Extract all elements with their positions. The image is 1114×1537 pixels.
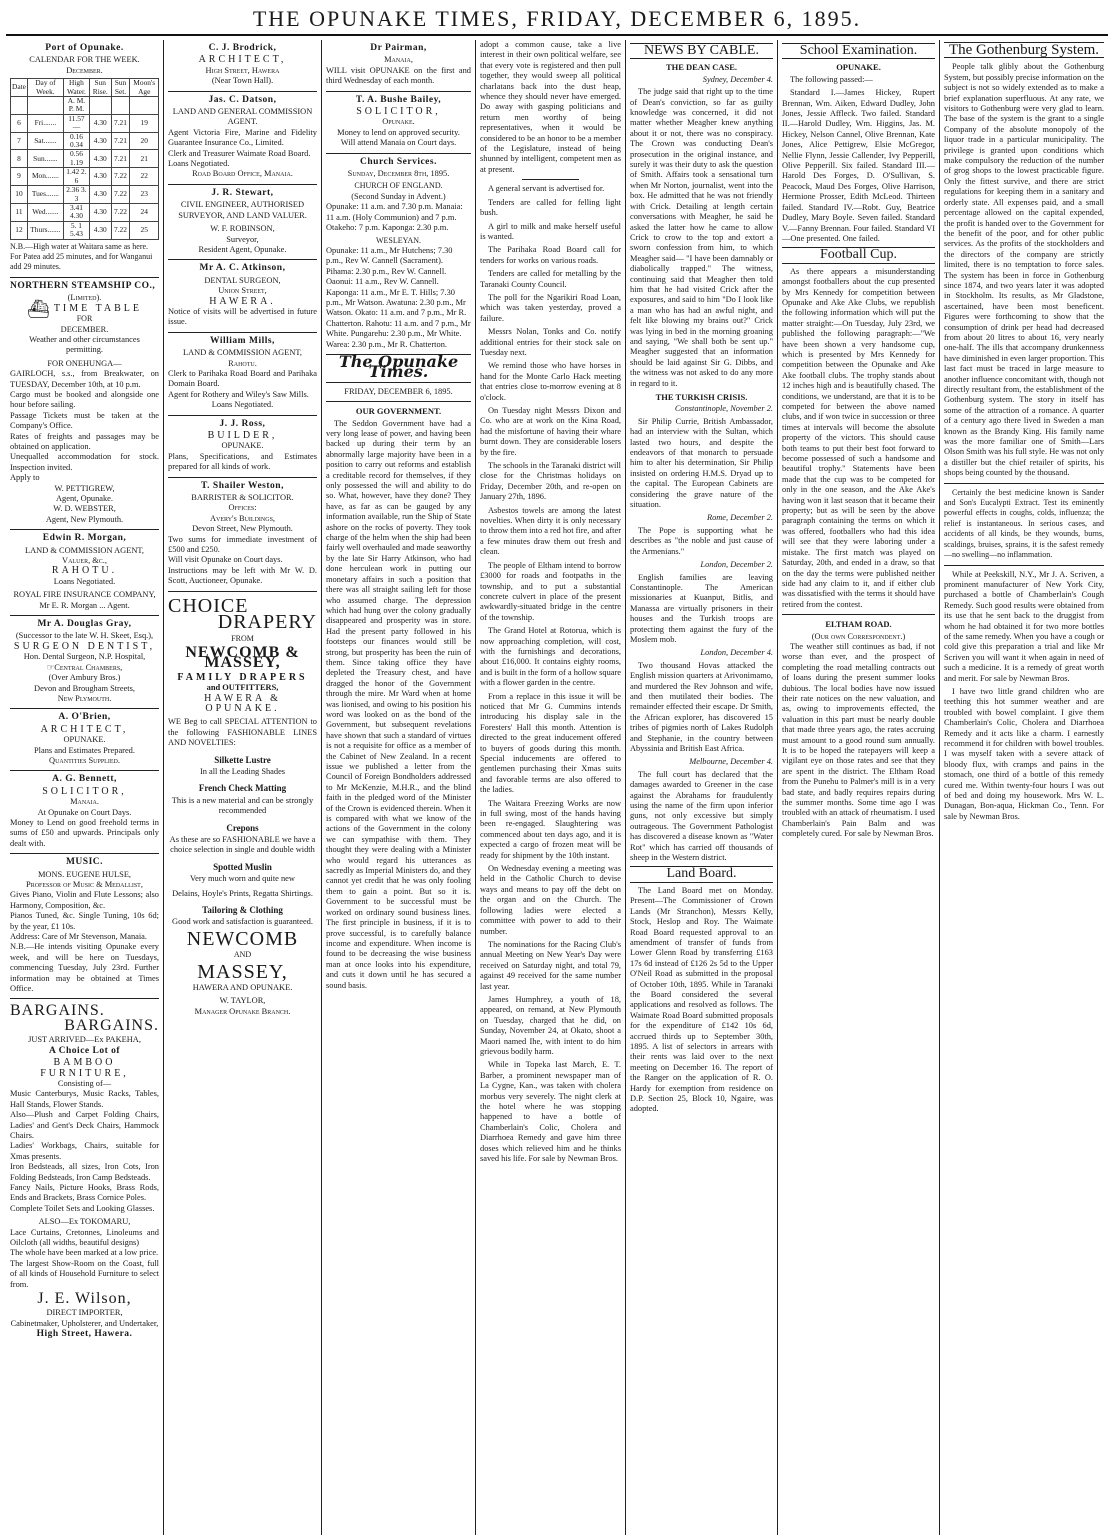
gov-title: OUR GOVERNMENT. (355, 406, 442, 417)
items-3: Ladies' Workbags, Chairs, suitable for Xmas presents. (10, 1141, 159, 1161)
gothenburg-text: People talk glibly about the Gothenburg System, but possibly precise information on the subject is not so widely extended as to make a brief explanation superfluous. At any rate, we visitors to Gothenburg were very glad to learn. The base of the system is the grant to a single Company of the absolute monopoly of the liquor trade in a particular municipality. The privilege is granted upon conditions which make compulsory the reduction of the number of grog shops to the lowest practicable figure. Only the fittest survive, and there are strict regulations for keeping them in a sanitary and orderly state. All expenses paid, and a small percentage allowed on the capital expended, the profit is handed over to the Government for the benefit of the poor, and for other public services. As the profits of the stockholders and the directors of the company are strictly limited, there is no temptation to force sales. The system has been in force in Gothenburg since 1874, and two years later it was adopted in Stockholm. Its results, as Mr Gladstone, ascertained, have been most beneficent. Figures were forthcoming to show that the consumption of drink per head had decreased from about 20 litres to about 16, very nearly one-half. The ills that accompany drunkenness have diminished in even larger proportion. This last fact must be traced in large measure to another influence concomitant with, though not directly resultant from, the establishment of the Gothenburg system. The story in itself has some of the attraction of a romance. A quarter of a century ago there lived in Sweden a man known as the Brandy King. His family name was the more familiar one of Smith—Lars Olson Smith was his full style. He was not only a distiller but the chief retailer of spirits, his shops being counted by the thousand. (944, 62, 1104, 478)
calendar-cell: 4.30 (90, 203, 111, 221)
local-note: While in Topeka last March, E. T. Barber, a prominent newspaper man of La Cygne, Kan., was taken with cholera morbus very severely. The night clerk at the hotel where he was stopping happened to have a bottle of Chamberlain's Colic, Cholera and Diarrhoea Remedy and gave him three doses which relieved him and he thinks saved his life. For sale by Newman Bros. (480, 1060, 621, 1164)
items-1: Music Canterburys, Music Racks, Tables, Hall Stands, Flower Stands. (10, 1089, 159, 1109)
calendar-row (11, 221, 159, 239)
turk-title: THE TURKISH CRISIS. (655, 392, 748, 402)
local-note: Messrs Nolan, Tonks and Co. notify additional entries for their stock sale on Tuesday next. (480, 327, 621, 357)
london2-text: Two thousand Hovas attacked the English mission quarters at Arivonimamo, and murdered the Rev Johnson and wife, and then mutilated their bodies. The remainder effected their escape. Dr Smith, the African explorer, has discovered 15 tribes of pigmies north of Lakes Rudolph and Stephanie, in the country between Abyssinia and British East Africa. (630, 660, 773, 753)
newcomb-massey-ad (168, 592, 317, 1022)
atkinson-place: HAWERA. (209, 295, 276, 307)
towns-2: HAWERA AND OPUNAKE. (192, 983, 293, 993)
bennett-title: SOLICITOR, (42, 785, 127, 797)
calendar-row (11, 150, 159, 168)
tt-passage: Passage Tickets must be taken at the Company's Office. (10, 410, 159, 431)
local-note: James Humphrey, a youth of 18, appeared, on remand, at New Plymouth on Tuesday, charged that he did, on Sunday, November 24, at Okato, shoot a Maori named Ihe, with intent to do him grievous bodily harm. (480, 994, 621, 1056)
local-note: A general servant is advertised for. (488, 184, 605, 194)
calendar-header: Sun Rise. (90, 79, 111, 97)
bailey-name: T. A. Bushe Bailey, (355, 94, 442, 105)
exam-title: School Examination. (782, 43, 935, 59)
we-beg: WE Beg to call SPECIAL ATTENTION to the following FASHIONABLE LINES AND NOVELTIES: (168, 717, 317, 748)
local-note: On Tuesday night Messrs Dixon and Co. who are at work on the Kina Road, had the misfortune of having their whare burnt down. They are considerable losers by the fire. (480, 406, 621, 457)
calendar-cell: 24 (130, 203, 159, 221)
marked: The whole have been marked at a low price. (10, 1248, 159, 1258)
bailey-money: Money to lend on approved security. (337, 127, 460, 137)
local-note: Tenders are called for metalling by the Taranaki County Council. (480, 269, 621, 289)
calendar-cell: 21 (130, 150, 159, 168)
calendar-cell: 20 (130, 132, 159, 150)
cable-title: NEWS BY CABLE. (630, 43, 773, 59)
local-note: From a replace in this issue it will be noticed that Mr G. Cummins intends introducing his display sale in the Foresters' Hall this month. Attention is directed to the great inducement offered to buyers of goods during this month. Special inducements are offered to gentlemen purchasing their Xmas suits and favorable terms are also offered to the ladies. (480, 691, 621, 795)
bargains-2: BARGAINS. (64, 1016, 159, 1034)
items-2: Also—Plush and Carpet Folding Chairs, Ladies' and Gent's Deck Chairs, Hammock Chairs. (10, 1110, 159, 1140)
calendar-cell: Tues....... (27, 186, 63, 204)
obrien-ad (10, 709, 159, 771)
church-advent: (Second Sunday in Advent.) (351, 191, 446, 201)
calendar-cell: Thurs....... (27, 221, 63, 239)
ross-place: OPUNAKE. (221, 441, 264, 451)
bailey-court: Will attend Manaia on Court days. (340, 138, 457, 148)
calendar-row (11, 203, 159, 221)
gray-chambers: Central Chambers, (54, 662, 123, 672)
calendar-cell: 4.30 (90, 114, 111, 132)
tailoring: Tailoring & Clothing (202, 905, 283, 916)
bailey-title: SOLICITOR, (356, 106, 441, 118)
silkette: Silkette Lustre (214, 754, 271, 765)
calendar-cell: 4.30 (90, 168, 111, 186)
calendar-cell: 8 (11, 150, 28, 168)
weston-name: T. Shailer Weston, (201, 480, 284, 491)
gray-ad (10, 616, 159, 709)
calendar-row (11, 186, 159, 204)
gothenburg-title: The Gothenburg System. (944, 42, 1104, 58)
brodrick-near: (Near Town Hall). (211, 76, 274, 86)
items-5: Fancy Nails, Picture Hooks, Brass Rods, Ends and Brackets, Brass Cornice Poles. (10, 1182, 159, 1203)
obrien-place: OPUNAKE. (63, 735, 106, 745)
land-title: Land Board. (630, 866, 773, 882)
stewart-title: CIVIL ENGINEER, AUTHORISED SURVEYOR, AND LAND VALUER. (178, 200, 307, 220)
tt-agent2-loc: Agent, New Plymouth. (45, 514, 124, 524)
pairman-place: Manaia, (384, 55, 413, 65)
hulse-tuned: Pianos Tuned, &c. Single Tuning, 10s 6d; by the year, £1 10s. (10, 911, 159, 931)
local-note: The poll for the Ngarikiri Road Loan, which was taken yesterday, proved a failure. (480, 292, 621, 323)
ross-title: BUILDER, (207, 430, 278, 441)
morgan-loans: Loans Negotiated. (53, 576, 116, 586)
mills-ad (168, 333, 317, 416)
items-6: Complete Toilet Sets and Looking Glasses. (10, 1203, 155, 1213)
taylor: W. TAYLOR, (219, 996, 266, 1006)
calendar-cell: 11.57 — (63, 114, 89, 132)
editorial (326, 351, 471, 991)
brodrick-ad (168, 40, 317, 92)
wesleyan-list: Opunake: 11 a.m., Mr Hutchens; 7.30 p.m., Rev W. Cannell (Sacrament). Pihama: 2.30 p.m., Rev W. Cannell. Oaonui: 11 a.m., Rev W. Cannell. Kaponga: 11 a.m., Mr E. T. Hills; 7.30 p.m., Mr Watson. Awatuna: 2.30 p.m., Mr Watson. Okato: 11 a.m. and 7 p.m., Mr R. Chatterton. Rahotu: 11 a.m. and 7 p.m., Mr White. Pungarehu: 2.30 p.m., Mr White. Warea: 2.30 p.m., Mr R. Chatterton. (326, 245, 471, 349)
newcomb-massey: NEWCOMB & MASSEY, (185, 643, 300, 672)
column-4 (476, 40, 626, 1535)
calendar-row (11, 114, 159, 132)
turk-date: Constantinople, November 2. (674, 404, 773, 414)
tt-rates: Rates of freights and passages may be obtained on application. (10, 431, 159, 451)
choice: CHOICE (168, 594, 249, 617)
and: AND (233, 950, 252, 960)
eucalypti-ad: Certainly the best medicine known is Sander and Son's Eucalypti Extract. Test its eminently powerful effects in coughs, colds, influenza; the relief is instantaneous. In serious cases, and accidents of all kinds, be they wounds, burns, scaldings, bruises, sprains, it is the safest remedy—no swelling—no inflammation. (944, 487, 1104, 560)
gray-ambury: (Over Ambury Bros.) (48, 673, 121, 683)
exam-text: Standard I.—James Hickey, Rupert Brennan, Wm. Aiken, Edward Dudley, John Jones, Jessie Affleck. Two failed. Standard II.—Harold Dudley, Wm. Higgins, Jas. M. Hickey, Nelson Cannel, Olive Brennan, Kate Jones, Alice Pettigrew, Elsie McGregor, Nellie Flynn, Jessie Callender, Ivy Pepperill, Olive Pepperill. Six failed. Standard III.—Harold Des Forges, D. O'Sullivan, S. Peacock, Maud Des Forges, Olive Harrison, Hermione Prosser, Edith McLeod. Thirteen failed. Standard IV.—Robt. Guy, Beatrice Dudley, Mary Boyle. Seven failed. Standard V.—Fanny Brennan. Four failed. Standard VI—One presented. One failed. (782, 88, 935, 243)
newcomb: NEWCOMB (186, 927, 299, 950)
robinson-role: Surveyor, (226, 234, 259, 244)
bennett-place: Manaia. (70, 797, 99, 807)
calendar-cell: Sun....... (27, 150, 63, 168)
eltham-corr: (Our own Correspondent.) (811, 631, 906, 641)
tt-unequalled: Unequalled accommodation for stock. Inspection invited. (10, 452, 159, 472)
calendar-note: N.B.—High water at Waitara same as here. For Patea add 25 minutes, and for Wanganui add 29 minutes. (10, 241, 153, 272)
pointing-hand-icon: ☞ (46, 662, 55, 672)
ross-ad (168, 416, 317, 478)
calendar-cell: 7.22 (111, 168, 130, 186)
gray-city: New Plymouth. (57, 693, 112, 703)
obrien-name: A. O'Brien, (58, 712, 111, 723)
spotted: Spotted Muslin (213, 861, 272, 872)
french: French Check Matting (198, 783, 287, 794)
steamship-icon: ⛴ (26, 298, 50, 319)
calendar-cell: 9 (11, 168, 28, 186)
hulse-name: MONS. EUGENE HULSE, (37, 869, 132, 879)
local-note: We remind those who have horses in hand for the Monte Carlo Hack meeting that entries close to-morrow evening at 8 o'clock. (480, 361, 621, 402)
datson-clerk: Clerk and Treasurer Waimate Road Board. (168, 148, 311, 158)
rome-text: The Pope is supporting what he describes as "the noble and just cause of the Armenians." (630, 525, 773, 556)
bailey-place: Opunake. (382, 117, 415, 127)
pairman-will: WILL visit OPUNAKE on the first and third Wednesday of each month. (326, 65, 471, 86)
football-text: As there appears a misunderstanding amongst footballers about the cup presented by Mrs Kennedy for competition between Opunake and Ake Ake Clubs, we republish the following information which will put the matter straight:—On Tuesday, July 23rd, we published the following paragraph:—"We have been shown a very handsome cup, which is presented by Mrs Kennedy for competition between the Opunake and Ake Ake football clubs. The trophy stands about 12 inches high and is beautifully chased. The conditions, we understand, are that it is to be competed for between the above named clubs, and if won twice in succession or three times at intervals will become the absolute property of the victors. This should cause both teams to put their best foot forward to become possessed of such a handsome and beautiful trophy." Statements have been made that the cup was to be competed for only in the one season, and the Ake Ake's having won it last season that it became their property; but as will be seen by the above paragraph containing the terms on which it was offered, footballers who had this idea will see that they were laboring under a mistake. The first match was played on Saturday, 20th, and ended in a draw, so that on the day the terms were published neither side had any claim to it, and if either club was dissatisfied with the terms it should have retired from the contest. (782, 266, 935, 609)
bailey-ad (326, 92, 471, 154)
calendar-header: High Water. (63, 79, 89, 97)
church-services (326, 154, 471, 355)
melb-date: Melbourne, December 4. (689, 757, 773, 767)
columns (6, 40, 1108, 1535)
tt-weather: Weather and other circumstances permitting. (29, 334, 140, 355)
gray-title: SURGEON DENTIST, (13, 640, 156, 652)
choice-lot: A Choice Lot of (48, 1045, 121, 1056)
calendar-cell: 10 (11, 186, 28, 204)
paper-title: The Opunake Times. (338, 351, 459, 382)
datson-ad (168, 92, 317, 185)
wilson-ad (10, 999, 159, 1345)
exam-place: OPUNAKE. (836, 62, 881, 73)
mills-name: William Mills, (210, 335, 275, 346)
calendar-table (10, 78, 159, 239)
calendar-cell: Fri....... (27, 114, 63, 132)
tt-gairloch: GAIRLOCH, s.s., from Breakwater, on TUESDAY, December 10th, at 10 p.m. (10, 369, 159, 389)
calendar-units-row (11, 97, 159, 115)
bennett-name: A. G. Bennett, (52, 774, 117, 785)
london-date: London, December 2. (700, 560, 773, 570)
calendar-cell: 2.36 3. 3 (63, 186, 89, 204)
calendar-cell: Sat....... (27, 132, 63, 150)
port-calendar (10, 40, 159, 278)
church-date: Sunday, December 8th, 1895. (347, 169, 450, 179)
paper-date: FRIDAY, DECEMBER 6, 1895. (344, 386, 453, 396)
lace: Lace Curtains, Cretonnes, Linoleums and Oilcloth (all widths, beautiful designs) (10, 1227, 159, 1247)
hulse-nb: N.B.—He intends visiting Opunake every week, and will be here on Tuesdays, commencing Tuesday, July 23rd. Further information may be obtained at Times Office. (10, 942, 159, 994)
consisting: Consisting of— (57, 1078, 112, 1088)
atkinson-street: Union Street, (218, 286, 267, 296)
calendar-cell: 0.56 1.19 (63, 150, 89, 168)
robinson: W. F. ROBINSON, (210, 224, 275, 234)
calendar-cell: 23 (130, 186, 159, 204)
arrived: JUST ARRIVED—Ex PAKEHA, (28, 1035, 141, 1045)
calendar-cell: Wed....... (27, 203, 63, 221)
tt-cargo: Cargo must be booked and alongside one hour before sailing. (10, 389, 159, 410)
calendar-cell: 7.21 (111, 114, 130, 132)
datson-title: LAND AND GENERAL COMMISSION AGENT. (172, 107, 313, 127)
local-note: On Wednesday evening a meeting was held in the Catholic Church to devise ways and means to pay off the debt on the organ and on the Church. The following ladies were elected a committee with power to add to their number. (480, 864, 621, 936)
scriven-ad: While at Peekskill, N.Y., Mr J. A. Scriven, a prominent manufacturer of New York City, purchased a bottle of Chamberlain's Cough Remedy. Such good results were obtained from its use that he sent back to the druggist from whom he had obtained it for two more bottles of the same remedy. When you have a cough or cold give this preparation a trial and like Mr Scriven you will want it when again in need of such a medicine. It is a remedy of great worth and merit. For sale by Newman Bros. (944, 569, 1104, 683)
gray-name: Mr A. Douglas Gray, (37, 619, 132, 630)
royal-fire: ROYAL FIRE INSURANCE COMPANY, (13, 590, 156, 600)
editorial-cont: adopt a common cause, take a live interest in their own political welfare, see that every vote is registered and then pull together, they would sweep all political charlatans back into the dust heap, whence they should never have emerged. Do away with gasping politicians and return men worthy of being representatives, when it would be considered to be an honor to be a member of the Legislature, instead of being shunned by intelligent, competent men as at present. (480, 40, 621, 174)
tt-onehunga: FOR ONEHUNGA— (47, 358, 122, 368)
calendar-cell: 7.22 (111, 203, 130, 221)
church-list: Opunake: 11 a.m. and 7.30 p.m. Manaia: 11 a.m. (Holy Communion) and 7 p.m. Otakeho: 7 p.m. Kaponga: 2.30 p.m. (326, 202, 463, 233)
calendar-cell: 4.30 (90, 186, 111, 204)
tokomaru: ALSO—Ex TOKOMARU, (38, 1217, 131, 1227)
drapery: DRAPERY (217, 611, 317, 634)
mills-clerk: Clerk to Parihaka Road Board and Parihaka Domain Board. (168, 368, 317, 389)
robinson-agent: Resident Agent, Opunake. (198, 244, 287, 254)
column-2 (164, 40, 322, 1535)
tt-agent2: W. D. WEBSTER, (53, 504, 116, 514)
pairman-ad (326, 40, 471, 92)
music-ad (10, 854, 159, 999)
calendar-header: Moon's Age (130, 79, 159, 97)
atkinson-name: Mr A. C. Atkinson, (199, 263, 286, 274)
royal-agent: Mr E. R. Morgan ... Agent. (39, 600, 130, 610)
weston-st: Devon Street, New Plymouth. (192, 524, 293, 534)
ross-name: J. J. Ross, (219, 418, 266, 429)
atkinson-title: DENTAL SURGEON, (204, 275, 281, 285)
weston-ad (168, 478, 317, 592)
column-7 (940, 40, 1108, 1535)
local-note: Asbestos towels are among the latest novelties. When dirty it is only necessary to throw them into a red hot fire, and after a few minutes draw them out fresh and clean. (480, 505, 621, 557)
dean-date: Sydney, December 4. (702, 74, 773, 84)
local-note: Tenders are called for felling light bush. (480, 197, 621, 218)
eltham-text: The weather still continues as bad, if not worse than ever, and the prospect of completing the road metalling contracts out of loans during the present summer looks dubious. The local bodies have now issued their rate notices on the new valuation, and as, owing to improvements effected, the valuation in this part must be nearly double that made three years ago, the rates accruing must amount to a good round sum annually. It is to be hoped the ratepayers will keep a vigilant eye on those rates and see that they are spent in the district. The Eltham Road from the Punehu to Palmer's mill is in a very bad state, and badly requires repairs during the summer months. Some time ago I was troubled with an attack of rheumatism. I used Chamberlain's Pain Balm and was completely cured. For sale by Newman Bros. (782, 641, 935, 839)
calendar-cell: 12 (11, 221, 28, 239)
weston-bld: Avery's Buildings, (210, 513, 275, 523)
calendar-cell: 11 (11, 203, 28, 221)
calendar-units: A. M. P. M. (63, 97, 89, 115)
column-6 (778, 40, 940, 1535)
calendar-cell: 1.42 2. 6 (63, 168, 89, 186)
family: FAMILY DRAPERS (177, 671, 308, 683)
atkinson-notice: Notice of visits will be advertised in future issue. (168, 306, 317, 327)
turk-text: Sir Philip Currie, British Ambassador, had an interview with the Sultan, which lasted two hours, and despite the endeavors of that monarch to persuade him to alter his determination, Sir Philip insisted on ordering H.M.S. Dryad up to the capital. The European Cabinets are considering the grave nature of the situation. (630, 416, 773, 510)
gray-hon: Hon. Dental Surgeon, N.P. Hospital, (23, 652, 146, 662)
brodrick-name: C. J. Brodrick, (208, 43, 277, 53)
from: FROM (231, 633, 254, 643)
calendar-cell: 7.21 (111, 132, 130, 150)
weston-instr: Instructions may be left with Mr W. D. Scott, Auctioneer, Opunake. (168, 565, 317, 586)
bennett-ad (10, 771, 159, 854)
calendar-row (11, 168, 159, 186)
mills-loans: Loans Negotiated. (211, 400, 274, 410)
exam-passed: The following passed:— (790, 74, 873, 84)
calendar-row (11, 132, 159, 150)
calendar-month: December. (66, 65, 103, 75)
tt-for: FOR (76, 314, 93, 324)
mills-agent: Agent for Rothery and Wiley's Saw Mills. (168, 389, 309, 399)
masthead: THE OPUNAKE TIMES, FRIDAY, DECEMBER 6, 1895. (6, 4, 1108, 36)
outfitters: and OUTFITTERS, (206, 683, 279, 693)
weston-offices: Offices: (228, 503, 257, 513)
port-title: Port of Opunake. (45, 43, 124, 53)
wesleyan: WESLEYAN. (375, 235, 422, 245)
bargains-1: BARGAINS. (10, 1002, 105, 1020)
football-title: Football Cup. (782, 247, 935, 263)
column-3 (322, 40, 476, 1535)
calendar-cell: 7 (11, 132, 28, 150)
pairman-name: Dr Pairman, (370, 43, 427, 53)
largest: The largest Show-Room on the Coast, full of all kinds of Household Furniture to select from. (10, 1258, 159, 1289)
land-text: The Land Board met on Monday. Present—The Commissioner of Crown Lands (Mr Stranchon), Messrs Kelly, Stock, Heslop and Roy. The Waimate Road Board requested approval to an amendment of transfer of funds from Lower Glenn Road by transferring £163 17s 6d instead of £126 2s 5d to the Upper O'Neil Road as submitted in the proposal of October 10th, 1895. While in Taranaki the Board considered the several applications and resolved as follows. The Waimate Road Board submitted proposals for the expenditure of £142 10s 6d, accrued thirds up to September 30th, 1895. A list of selectors in arrears with their rents was laid over to the next meeting on December 16. The report of the Ranger on the application of R. O. Hardy for exemption from residence on D.P. Section 25, Block 10, Ngaire, was adopted. (630, 885, 773, 1114)
calendar-cell: 25 (130, 221, 159, 239)
items-4: Iron Bedsteads, all sizes, Iron Cots, Iron Folding Bedsteads, Iron Camp Bedsteads. (10, 1162, 159, 1182)
weston-title: BARRISTER & SOLICITOR. (191, 493, 294, 503)
melb-text: The full court has declared that the damages awarded to Greener in the case against the Abrahams for fraudulently using the name of the firm upon inferior guns, not only excessive but simply outrageous. The Government Pathologist has discovered a disease known as "Water Rot" which has carried off thousands of sheep in the Western district. (630, 769, 773, 863)
steamship-name: NORTHERN STEAMSHIP CO., (10, 280, 156, 291)
stewart-name: J. R. Stewart, (211, 187, 274, 198)
tailoring-desc: Good work and satisfaction is guaranteed. (172, 917, 313, 927)
steamship-sub: (Limited). (67, 293, 102, 303)
children-ad: I have two little grand children who are teething this hot summer weather and are troubled with bowel complaint. I give them Chamberlain's Colic, Cholera and Diarrhoea Remedy and it acts like a charm. I earnestly recommend it for children with bowel troubles. I was myself taken with a severe attack of bloody flux, with cramps and pains in the stomach, one third of a bottle of this remedy cured me. Within twenty-four hours I was out of bed and doing my housework. Mrs W. L. Dunagan, Bon-aqua, Hickman Co., Tenn. For sale by Newman Bros. (944, 686, 1104, 821)
calendar-cell: 19 (130, 114, 159, 132)
calendar-cell: Mon....... (27, 168, 63, 186)
ross-plans: Plans, Specifications, and Estimates prepared for all kinds of work. (168, 451, 317, 472)
obrien-plans: Plans and Estimates Prepared. (34, 745, 135, 755)
massey: MASSEY, (197, 960, 288, 983)
gov-text: The Seddon Government have had a very long lease of power, and having been backed up during their term by an abnormally large majority have been in a position to carry out reforms and establish a creditable record for themselves, if they only possessed the will and ability to do so. What, however, have they done? They have, as far as can be gauged by any information available, run the Ship of State ashore on the rocks of poverty. They took charge of the helm when the ship had been fairly well overhauled and made seaworthy by the late Sir Harry Atkinson, who had done herculean work in putting our monetary affairs in such a position that there was all straight sailing left for those who assumed charge. The depression which had hung over the colony gradually disappeared and prosperity was in store. Had the present party followed in his footsteps our finances would still be strong, but prosperity has been the ruin of them. Since taking office they have depleted the Treasury chest, and have dragged the honor of the Government through the mire. Mr Ward when at home was lionised, and owing to his position his word was looked on as the bond of the Government, but subsequent revelations have shown that such a standard of virtues is not a requisite for office as a member of the Cabinet of New Zealand. In a recent issue we published a letter from the Council of Foreign Bondholders addressed to Mr McKenzie, M.H.R., and the blind faith in the pledged word of the Minister of the Crown is evidenced therein. When it is compared with what we know of the actions of the Government in the colony we can sympathise with them. They thought they were dealing with a Minister who would regard his utterances as sacredly as Imperial Ministers do, and they cannot yet credit that he was only fooling them to gain a point. But so it is. Government to be successful must be worked on ordinary sound business lines. The first principle in business, if it is to prove successful, is to carefully balance income and expenditure. When income is found to be decreasing the wise business man at once looks into his expenditure, and cuts it down until he has secured a sound basis. (326, 418, 471, 990)
morgan-name: Edwin R. Morgan, (42, 533, 127, 544)
crepons-desc: As these are so FASHIONABLE we have a choice selection in single and double width (169, 835, 316, 855)
morgan-place: RAHOTU. (51, 565, 118, 577)
calendar-cell: 4.30 (90, 132, 111, 150)
calendar-cell: 6 (11, 114, 28, 132)
morgan-valuer: Valuer, &c., (62, 556, 107, 566)
silkette-desc: In all the Leading Shades (199, 766, 286, 776)
datson-office: Road Board Office, Manaia. (192, 169, 293, 179)
datson-loans: Loans Negotiated. (168, 159, 230, 169)
calendar-cell: 7.22 (111, 186, 130, 204)
hulse-lessons: Gives Piano, Violin and Flute Lessons; also Harmony, Composition, &c. (10, 890, 159, 910)
wilson-trade: Cabinetmaker, Upholsterer, and Undertaker, (10, 1318, 159, 1328)
weston-visit: Will visit Opunake on Court days. (168, 555, 283, 565)
time-table: TIME TABLE (53, 302, 143, 314)
atkinson-ad (168, 260, 317, 332)
tt-apply: Apply to (10, 473, 40, 483)
hulse-address: Address: Care of Mr Stevenson, Manaia. (10, 932, 147, 942)
mills-place: Rahotu. (228, 358, 257, 368)
calendar-cell: 7.22 (111, 221, 130, 239)
delains: Delains, Hoyle's Prints, Regatta Shirtings. (172, 888, 313, 898)
towns: HAWERA & OPUNAKE. (204, 692, 281, 714)
mills-title: LAND & COMMISSION AGENT, (183, 348, 302, 358)
hulse-prof: Professor of Music & Medallist, (26, 880, 143, 889)
local-note: The Grand Hotel at Rotorua, which is now approaching completion, will cost, with the furnishings and decorations, about £16,000. It contains eighty rooms, and is built in the form of a hollow square with a flower garden in the centre. (480, 626, 621, 688)
morgan-ad (10, 530, 159, 616)
local-note: The schools in the Taranaki district will close for the Christmas holidays on Friday, December 20th, and re-open on January 27th, 1896. (480, 461, 621, 502)
taylor-role: Manager Opunake Branch. (194, 1006, 291, 1016)
calendar-cell: 3.41 4.30 (63, 203, 89, 221)
obrien-title: ARCHITECT, (40, 723, 129, 735)
brodrick-addr: High Street, Hawera (205, 65, 280, 75)
bennett-court: At Opunake on Court Days. (37, 807, 132, 817)
column-5 (626, 40, 778, 1535)
wilson-title: DIRECT IMPORTER, (46, 1308, 123, 1318)
rome-date: Rome, December 2. (706, 513, 773, 523)
tt-agent1-loc: Agent, Opunake. (56, 494, 113, 503)
london-text: English families are leaving Constantinople. The American missionaries at Kuanput, Bitlis, and Manassa are virtually prisoners in their houses and the Turkish troops are protecting them against the fury of the Moslem mob. (630, 572, 773, 644)
dean-title: THE DEAN CASE. (665, 62, 738, 73)
spotted-desc: Very much worn and quite new (190, 874, 295, 884)
local-note: The Waitara Freezing Works are now in full swing, most of the hands having been re-engaged. Slaughtering was commenced about ten days ago, and it is expected a cargo of frozen meat will be ready for shipment by the 10th instant. (480, 798, 621, 860)
calendar-body (11, 114, 159, 239)
church-title: Church Services. (360, 156, 437, 167)
calendar-header-row (11, 79, 159, 97)
calendar-cell: 4.30 (90, 150, 111, 168)
gray-street: Devon and Brougham Streets, (34, 683, 135, 693)
calendar-cell: 0.16 0.34 (63, 132, 89, 150)
morgan-title: LAND & COMMISSION AGENT, (25, 545, 144, 555)
stewart-ad (168, 185, 317, 260)
london2-date: London, December 4. (700, 648, 773, 658)
dean-text: The judge said that right up to the time of Dean's conviction, so far as guilty knowledge was concerned, it did not matter whether Meagher knew anything about it or not, there was no conspiracy. The Crown was conducting Dean's prosecution in the original instance, and surely it was their duty to ask the question of Smith. Affairs took a sensational turn when Mr Norton, journalist, went into the box. He admitted that he was not friendly with Crick. Detailing at length certain conversations with Meagher, he said he asked the latter how he came to allow Crick to crow to the top and extort a sworn confession from him, to which Meagher said— "I have been damnably or diabolically trapped." The witness, continuing said that Meagher then told him that he had visited Crick after the exposures, and said to him "Do I look like a man who has had an awful night, and felt like blowing my brains out?" Crick was lying in bed in the morning groaning and saying, "We shall both be sent up." Meagher suggested that an information should be laid against Sir G. Dibbs, and the witness was not asked to do any more in regard to it. (630, 87, 773, 388)
music-title: MUSIC. (65, 857, 104, 868)
calendar-cell: 5. 1 5.43 (63, 221, 89, 239)
calendar-cell: 4.30 (90, 221, 111, 239)
obrien-qty: Quantities Supplied. (49, 755, 120, 765)
bennett-money: Money to Lend on good freehold terms in sums of £50 and upwards. Principals only dealt with. (10, 817, 159, 848)
calendar-cell: 7.21 (111, 150, 130, 168)
local-note: A girl to milk and make herself useful is wanted. (480, 221, 621, 241)
local-note: The people of Eltham intend to borrow £3000 for roads and footpaths in the township, and to put a substantial concrete culvert in place of the present awkwardly-situated bridge in the centre of the township. (480, 560, 621, 622)
wilson-name: J. E. Wilson, (37, 1290, 132, 1308)
datson-agent: Agent Victoria Fire, Marine and Fidelity Guarantee Insurance Co., Limited. (168, 127, 317, 148)
calendar-cell: 22 (130, 168, 159, 186)
crepons: Crepons (226, 822, 259, 833)
bamboo: BAMBOO FURNITURE, (40, 1057, 129, 1079)
column-1 (6, 40, 164, 1535)
brodrick-title: ARCHITECT, (198, 54, 287, 66)
wilson-addr: High Street, Hawera. (36, 1329, 133, 1340)
tt-agent1: W. PETTIGREW, (54, 483, 115, 493)
calendar-header: Day of Week. (27, 79, 63, 97)
local-note: The Parihaka Road Board call for tenders for works on various roads. (480, 245, 621, 265)
french-desc: This is a new material and can be strongly recommended (171, 795, 314, 816)
eltham-title: ELTHAM ROAD. (825, 619, 892, 630)
gray-successor: (Successor to the late W. H. Skeet, Esq.), (15, 631, 154, 641)
local-note: The nominations for the Racing Club's annual Meeting on New Year's Day were received on Saturday night, and total 79, against 49 received for the same number last year. (480, 939, 621, 991)
steamship-ad (10, 278, 159, 530)
calendar-header: Sun Set. (111, 79, 130, 97)
calendar-header: Date (11, 79, 28, 97)
calendar-title: CALENDAR FOR THE WEEK. (29, 55, 140, 65)
weston-sums: Two sums for immediate investment of £500 and £250. (168, 534, 317, 555)
church-eng: CHURCH OF ENGLAND. (354, 181, 443, 191)
datson-name: Jas. C. Datson, (208, 94, 277, 105)
tt-month: DECEMBER. (60, 324, 109, 334)
